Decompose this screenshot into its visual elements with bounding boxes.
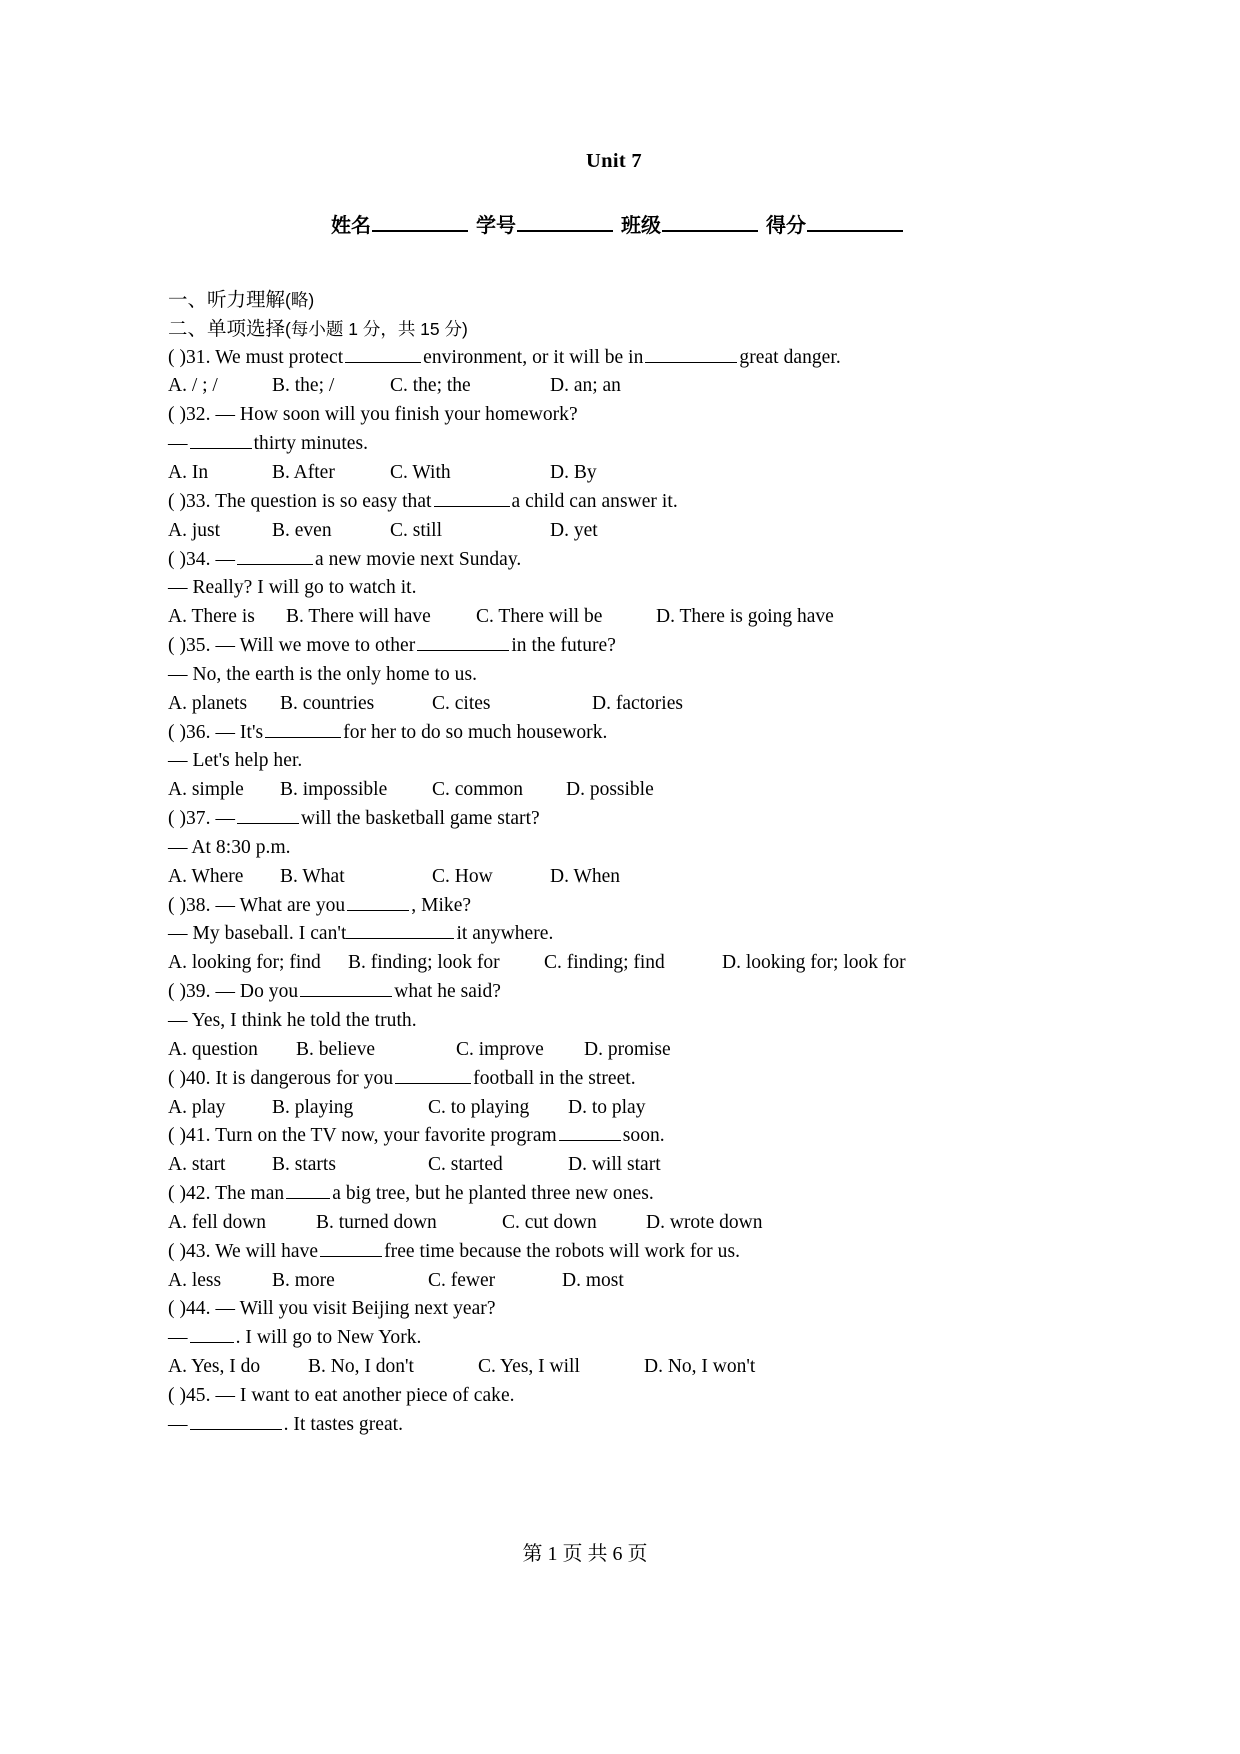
- question-stem-31: [168, 344, 1120, 373]
- question-reply-37: — At 8:30 p.m.: [168, 836, 291, 858]
- q42-option-b[interactable]: B. turned down: [316, 1211, 437, 1233]
- q35-option-d[interactable]: D. factories: [592, 692, 683, 714]
- q44-option-a[interactable]: A. Yes, I do: [168, 1356, 261, 1378]
- section-heading-listening: [168, 286, 1120, 315]
- q33-option-c[interactable]: C. still: [390, 519, 443, 541]
- question-reply-35: — No, the earth is the only home to us.: [168, 663, 478, 685]
- q41-blank-1[interactable]: [559, 1126, 621, 1141]
- info-blank-id[interactable]: [517, 213, 613, 232]
- question-reply-36: — Let's help her.: [168, 750, 303, 772]
- q33-stem-part2: a child can answer it.: [511, 490, 678, 512]
- q37-option-c[interactable]: C. How: [432, 865, 493, 887]
- q38-stem-part1: ( )38. — What are you: [168, 894, 346, 916]
- q33-blank-1[interactable]: [434, 492, 510, 507]
- q45-reply-text: . It tastes great.: [283, 1413, 404, 1435]
- q39-option-d[interactable]: D. promise: [584, 1038, 671, 1060]
- q37-blank-1[interactable]: [237, 809, 299, 824]
- q40-option-b[interactable]: B. playing: [272, 1096, 354, 1118]
- q32-option-d[interactable]: D. By: [550, 461, 597, 483]
- question-stem-36: [168, 719, 1120, 748]
- question-stem-38: [168, 892, 1120, 921]
- q33-option-b[interactable]: B. even: [272, 519, 332, 541]
- q38-reply-part1: — My baseball. I can't: [168, 923, 347, 945]
- q32-option-a[interactable]: A. In: [168, 461, 209, 483]
- q39-option-b[interactable]: B. believe: [296, 1038, 376, 1060]
- q40-blank-1[interactable]: [395, 1069, 471, 1084]
- question-stem-44: ( )44. — Will you visit Beijing next year?: [168, 1298, 496, 1320]
- question-reply-34: — Really? I will go to watch it.: [168, 577, 417, 599]
- q36-option-c[interactable]: C. common: [432, 779, 523, 801]
- q34-option-b[interactable]: B. There will have: [286, 606, 431, 628]
- question-options-39: [168, 1036, 1120, 1065]
- q41-option-b[interactable]: B. starts: [272, 1154, 336, 1176]
- info-blank-class[interactable]: [662, 213, 758, 232]
- q38-reply-part2: it anywhere.: [456, 923, 554, 945]
- q33-stem-part1: ( )33. The question is so easy that: [168, 490, 432, 512]
- q43-blank-1[interactable]: [320, 1242, 382, 1257]
- question-stem-33: [168, 488, 1120, 517]
- q38-option-b[interactable]: B. finding; look for: [348, 952, 500, 974]
- question-options-38: [168, 949, 1120, 978]
- q35-option-a[interactable]: A. planets: [168, 692, 248, 714]
- q32-option-c[interactable]: C. With: [390, 461, 451, 483]
- q35-blank-1[interactable]: [417, 636, 509, 651]
- question-reply-45: [168, 1411, 1120, 1440]
- info-blank-score[interactable]: [807, 213, 903, 232]
- question-options-40: [168, 1094, 1120, 1123]
- question-options-43: [168, 1267, 1120, 1296]
- question-options-33: [168, 517, 1120, 546]
- page-title: Unit 7: [586, 150, 642, 172]
- q32-reply-dash: —: [168, 433, 188, 455]
- q38-option-c[interactable]: C. finding; find: [544, 952, 665, 974]
- q31-option-d[interactable]: D. an; an: [550, 375, 621, 397]
- question-stem-43: [168, 1238, 1120, 1267]
- question-options-32: [168, 459, 1120, 488]
- q39-stem-part2: what he said?: [394, 981, 501, 1003]
- q34-option-a[interactable]: A. There is: [168, 606, 255, 628]
- q44-blank-1[interactable]: [190, 1328, 234, 1343]
- q31-stem-part2: environment, or it will be in: [423, 346, 644, 368]
- section-name-2: 单项选择: [207, 317, 286, 340]
- question-stem-45: ( )45. — I want to eat another piece of cake.: [168, 1384, 515, 1406]
- q44-reply-dash: —: [168, 1327, 188, 1349]
- q31-stem-part3: great danger.: [739, 346, 841, 368]
- q32-blank-1[interactable]: [190, 434, 252, 449]
- q34-stem-part2: a new movie next Sunday.: [315, 548, 522, 570]
- question-reply-44: [168, 1324, 1120, 1353]
- q41-stem-part1: ( )41. Turn on the TV now, your favorite program: [168, 1125, 557, 1147]
- q41-option-d[interactable]: D. will start: [568, 1154, 661, 1176]
- q44-reply-text: . I will go to New York.: [235, 1327, 422, 1349]
- q41-option-a[interactable]: A. start: [168, 1154, 226, 1176]
- question-options-42: [168, 1209, 1120, 1238]
- q39-stem-part1: ( )39. — Do you: [168, 981, 299, 1003]
- q38-option-d[interactable]: D. looking for; look for: [722, 952, 906, 974]
- question-options-35: [168, 690, 1120, 719]
- q36-blank-1[interactable]: [265, 723, 341, 738]
- q31-option-c[interactable]: C. the; the: [390, 375, 471, 397]
- info-label-score: 得分: [766, 215, 806, 237]
- q35-stem-part1: ( )35. — Will we move to other: [168, 635, 416, 657]
- q33-option-a[interactable]: A. just: [168, 519, 221, 541]
- q31-blank-2[interactable]: [645, 348, 737, 363]
- question-reply-38: [168, 920, 1120, 949]
- section-heading-multiple-choice: [168, 315, 1120, 344]
- question-reply-32: [168, 430, 1120, 459]
- section-name-1: 听力理解: [207, 289, 286, 311]
- question-stem-39: [168, 978, 1120, 1007]
- info-label-class: 班级: [621, 215, 661, 237]
- q42-option-d[interactable]: D. wrote down: [646, 1211, 763, 1233]
- q33-option-d[interactable]: D. yet: [550, 519, 598, 541]
- q45-reply-dash: —: [168, 1413, 188, 1435]
- q37-option-b[interactable]: B. What: [280, 865, 345, 887]
- q44-option-c[interactable]: C. Yes, I will: [478, 1356, 580, 1378]
- question-stem-34: [168, 546, 1120, 575]
- q43-stem-part1: ( )43. We will have: [168, 1240, 319, 1262]
- question-stem-37: [168, 805, 1120, 834]
- q38-blank-2[interactable]: [346, 924, 454, 939]
- section-index-1: 一、: [168, 289, 208, 311]
- q36-stem-part1: ( )36. — It's: [168, 721, 264, 743]
- q36-option-d[interactable]: D. possible: [566, 779, 654, 801]
- q44-option-d[interactable]: D. No, I won't: [644, 1356, 756, 1378]
- q43-option-b[interactable]: B. more: [272, 1269, 335, 1291]
- q42-option-c[interactable]: C. cut down: [502, 1211, 597, 1233]
- q45-blank-1[interactable]: [190, 1415, 282, 1430]
- question-stem-41: [168, 1122, 1120, 1151]
- q40-option-a[interactable]: A. play: [168, 1096, 226, 1118]
- q31-option-a[interactable]: A. / ; /: [168, 375, 218, 397]
- question-options-36: [168, 776, 1120, 805]
- q34-stem-part1: ( )34. —: [168, 548, 236, 570]
- question-options-41: [168, 1151, 1120, 1180]
- q42-stem-part2: a big tree, but he planted three new ones.: [332, 1183, 654, 1205]
- q32-option-b[interactable]: B. After: [272, 461, 335, 483]
- section-note-2: (每小题 1 分，共 15 分): [285, 318, 468, 339]
- question-stem-35: [168, 632, 1120, 661]
- q31-option-b[interactable]: B. the; /: [272, 375, 335, 397]
- q42-blank-1[interactable]: [286, 1184, 330, 1199]
- info-label-name: 姓名: [331, 215, 371, 237]
- question-options-44: [168, 1353, 1120, 1382]
- q39-option-a[interactable]: A. question: [168, 1038, 258, 1060]
- q43-option-a[interactable]: A. less: [168, 1269, 222, 1291]
- q35-option-b[interactable]: B. countries: [280, 692, 375, 714]
- q36-option-a[interactable]: A. simple: [168, 779, 244, 801]
- question-stem-42: [168, 1180, 1120, 1209]
- question-options-34: [168, 603, 1120, 632]
- q39-option-c[interactable]: C. improve: [456, 1038, 544, 1060]
- q37-stem-part2: will the basketball game start?: [301, 808, 540, 830]
- q35-stem-part2: in the future?: [511, 635, 616, 657]
- q34-option-d[interactable]: D. There is going have: [656, 606, 834, 628]
- q42-stem-part1: ( )42. The man: [168, 1183, 285, 1205]
- question-options-37: [168, 863, 1120, 892]
- question-reply-39: — Yes, I think he told the truth.: [168, 1010, 417, 1031]
- section-note-1: (略): [285, 290, 315, 310]
- info-blank-name[interactable]: [372, 213, 468, 232]
- q40-option-d[interactable]: D. to play: [568, 1096, 646, 1118]
- q32-reply-text: thirty minutes.: [253, 433, 369, 455]
- q43-stem-part2: free time because the robots will work for us.: [384, 1240, 741, 1262]
- q43-option-d[interactable]: D. most: [562, 1269, 624, 1291]
- student-info-line: [168, 209, 1120, 238]
- info-label-id: 学号: [476, 215, 516, 237]
- q31-blank-1[interactable]: [345, 348, 421, 363]
- q37-option-a[interactable]: A. Where: [168, 865, 244, 887]
- q44-option-b[interactable]: B. No, I don't: [308, 1356, 414, 1378]
- q31-stem-part1: ( )31. We must protect: [168, 346, 344, 368]
- q36-option-b[interactable]: B. impossible: [280, 779, 388, 801]
- q38-stem-part2: , Mike?: [411, 894, 472, 916]
- q40-stem-part2: football in the street.: [473, 1067, 636, 1089]
- question-options-31: [168, 372, 1120, 401]
- q40-option-c[interactable]: C. to playing: [428, 1096, 530, 1118]
- q42-option-a[interactable]: A. fell down: [168, 1211, 267, 1233]
- question-stem-40: [168, 1065, 1120, 1094]
- q38-blank-1[interactable]: [347, 896, 409, 911]
- q37-option-d[interactable]: D. When: [550, 865, 621, 887]
- q43-option-c[interactable]: C. fewer: [428, 1269, 496, 1291]
- q39-blank-1[interactable]: [300, 982, 392, 997]
- q41-option-c[interactable]: C. started: [428, 1154, 503, 1176]
- q40-stem-part1: ( )40. It is dangerous for you: [168, 1067, 394, 1089]
- q36-stem-part2: for her to do so much housework.: [343, 721, 608, 743]
- q35-option-c[interactable]: C. cites: [432, 692, 491, 714]
- q38-option-a[interactable]: A. looking for; find: [168, 952, 321, 974]
- page-footer: 第 1 页 共 6 页: [522, 1543, 648, 1565]
- q37-stem-part1: ( )37. —: [168, 808, 236, 830]
- question-stem-32: ( )32. — How soon will you finish your homework?: [168, 404, 578, 426]
- q34-option-c[interactable]: C. There will be: [476, 606, 603, 628]
- q34-blank-1[interactable]: [237, 550, 313, 565]
- section-index-2: 二、: [168, 317, 208, 340]
- q41-stem-part2: soon.: [622, 1125, 665, 1147]
- worksheet-body: [168, 286, 1120, 1440]
